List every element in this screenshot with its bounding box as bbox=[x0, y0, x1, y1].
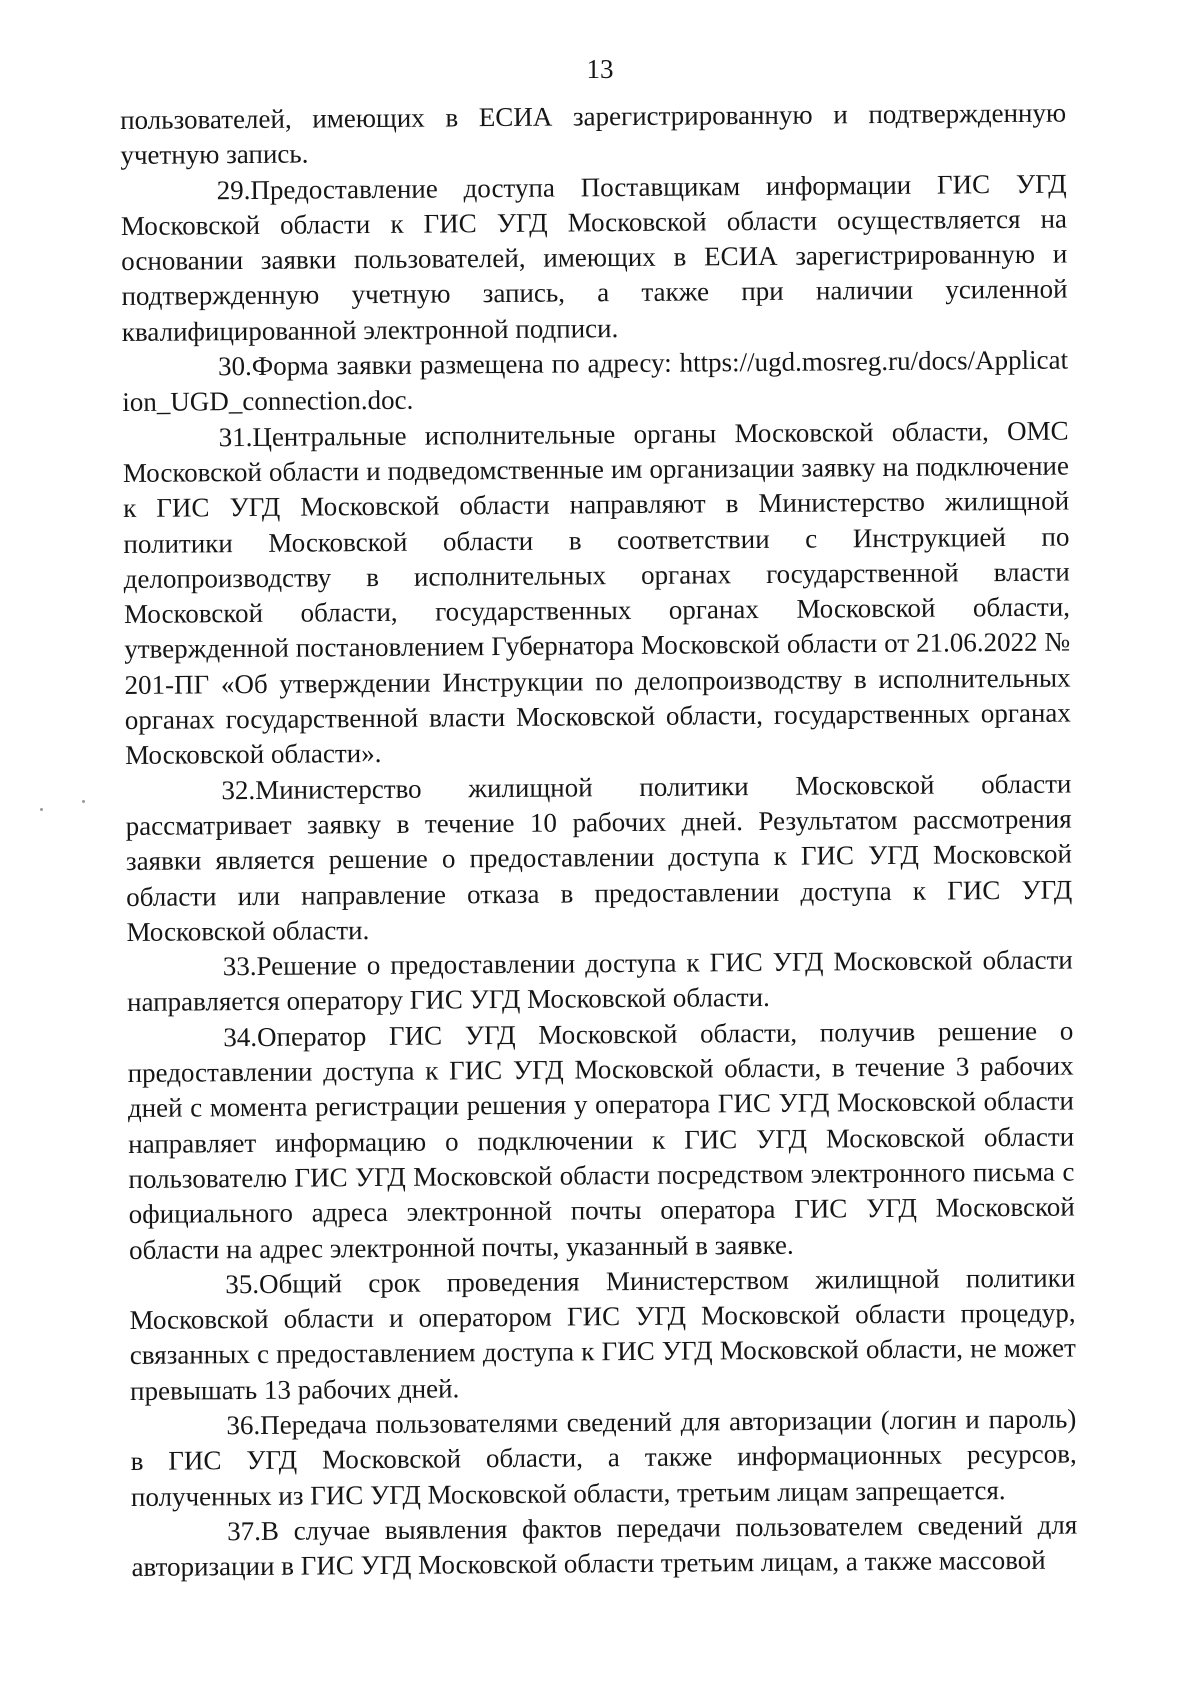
paragraph-number: 35. bbox=[225, 1268, 260, 1300]
paragraph-text: Общий срок проведения Министерством жилищной политики Московской области и оператором ГИС УГД Московской области процедур, связанных с предоставлением доступа к ГИС УГД Московской области, не может превышать 13 рабочих дней. bbox=[129, 1262, 1076, 1406]
paragraph-text: Центральные исполнительные органы Московской области, ОМС Московской области и подведомственные им организации заявку на подключение к ГИС УГД Московской области направляют в Министерство жилищной политики Московской области в соответствии с Инструкцией по делопроизводству в исполнительных органах государственной власти Московской области, государственных органах Московской области, утвержденной постановлением Губернатора Московской области от 21.06.2022 № 201-ПГ «Об утверждении Инструкции по делопроизводству в исполнительных органах государственной власти Московской области, государственных органах Московской области». bbox=[122, 415, 1071, 771]
paragraph-text: Решение о предоставлении доступа к ГИС УГД Московской области направляется оператору ГИС УГД Московской области. bbox=[126, 944, 1073, 1018]
paragraph-number: 36. bbox=[226, 1409, 261, 1441]
paragraph-30 bbox=[122, 343, 1069, 421]
paragraph-text: Министерство жилищной политики Московской области рассматривает заявку в течение 10 рабочих дней. Результатом рассмотрения заявки является решение о предоставлении доступа к ГИС УГД Московской области или направление отказа в предоставлении доступа к ГИС УГД Московской области. bbox=[125, 768, 1073, 947]
paragraph-number: 29. bbox=[216, 174, 251, 205]
paragraph-number: 32. bbox=[221, 774, 256, 805]
paragraph-continuation bbox=[120, 96, 1067, 174]
paragraph-29 bbox=[121, 166, 1068, 350]
paragraph-35 bbox=[129, 1260, 1076, 1409]
paragraph-number: 33. bbox=[222, 951, 257, 982]
paragraph-36 bbox=[130, 1402, 1077, 1515]
scan-speck bbox=[82, 800, 85, 803]
scan-speck bbox=[40, 808, 43, 811]
paragraph-37 bbox=[131, 1507, 1078, 1585]
paragraph-text: Оператор ГИС УГД Московской области, получив решение о предоставлении доступа к ГИС УГД Московской области, в течение 3 рабочих дней с момента регистрации решения у оператора ГИС УГД Московской области направляет информацию о подключении к ГИС УГД Московской области пользователю ГИС УГД Московской области посредством электронного письма с официального адреса электронной почты оператора ГИС УГД Московской области на адрес электронной почты, указанный в заявке. bbox=[127, 1015, 1075, 1265]
paragraph-32 bbox=[125, 766, 1072, 950]
paragraph-text: пользователей, имеющих в ЕСИА зарегистрированную и подтвержденную учетную запись. bbox=[120, 97, 1067, 171]
paragraph-33 bbox=[127, 943, 1074, 1021]
paragraph-31 bbox=[122, 413, 1071, 773]
paragraph-text: Форма заявки размещена по адресу: bbox=[251, 347, 672, 382]
paragraph-number: 37. bbox=[227, 1515, 262, 1547]
paragraph-number: 34. bbox=[223, 1021, 258, 1052]
paragraph-number: 30. bbox=[217, 351, 252, 382]
paragraph-number: 31. bbox=[218, 421, 253, 452]
paragraph-text: Предоставление доступа Поставщикам информации ГИС УГД Московской области к ГИС УГД Московской области осуществляется на основании заявки пользователей, имеющих в ЕСИА зарегистрированную и подтвержденную учетную запись, а также при наличии усиленной квалифицированной электронной подписи. bbox=[120, 168, 1068, 347]
document-body bbox=[120, 96, 1078, 1586]
paragraph-text: Передача пользователями сведений для авторизации (логин и пароль) в ГИС УГД Московской области, а также информационных ресурсов, полученных из ГИС УГД Московской области, третьим лицам запрещается. bbox=[130, 1403, 1077, 1512]
paragraph-34 bbox=[127, 1013, 1075, 1268]
application-form-link[interactable]: https://ugd.mosreg.ru/docs/Application_UGD_connection.doc. bbox=[122, 344, 1069, 418]
paragraph-text: В случае выявления фактов передачи пользователем сведений для авторизации в ГИС УГД Московской области третьим лицам, а также массовой bbox=[131, 1509, 1078, 1583]
page-number: 13 bbox=[586, 54, 614, 84]
